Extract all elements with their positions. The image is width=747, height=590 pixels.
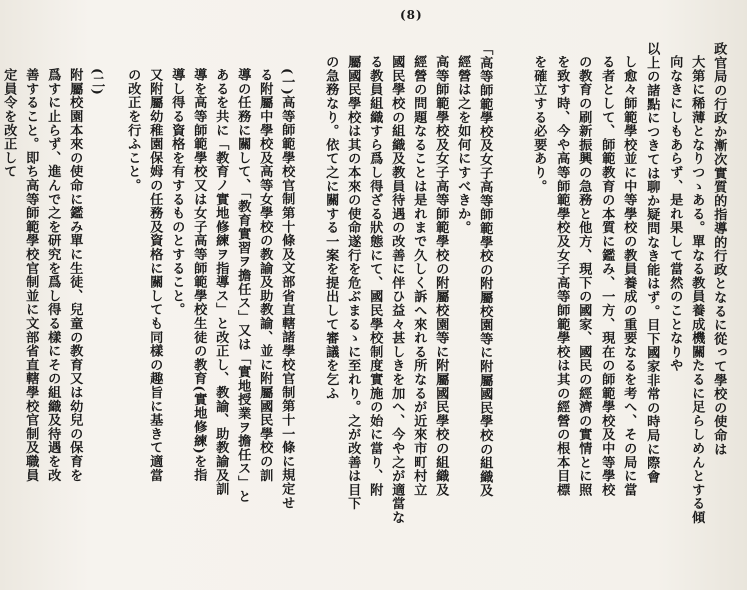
section-heading: 「高等師範學校及女子高等師範學校の附屬校園等に附屬國民學校の組織及 <box>477 42 493 498</box>
text-column: 善すること。即ち高等師範學校官制並に文部省直轄學校官制及職員 <box>23 68 39 482</box>
text-column: 導し得る資格を有するものとすること。 <box>169 68 185 317</box>
text-column: 政官局の行政か漸次實質的指導的行政となるに從って學校の使命は <box>711 42 727 456</box>
text-column: 高等師範學校及女子高等師範學校の附屬校園等に附屬國民學校の組織及 <box>433 55 449 497</box>
text-column: 屬國民學校は其の本來の使命遂行を危ぶまるゝに至れり。之が改善は目下 <box>345 55 361 511</box>
text-column: 經營の問題なることは是れまで久しく訴へ來れる所なるが近來市町村立 <box>411 55 427 497</box>
text-column: 導の任務に關して、「教育實習ヲ擔任ス」又は「實地授業ヲ擔任ス」と <box>235 68 251 503</box>
text-column: を致す時、今や高等師範學校及女子高等師範學校は其の經營の根本目標 <box>554 55 570 497</box>
list-marker: (二) <box>89 68 105 96</box>
text-column: 定員令を改正して <box>1 68 17 179</box>
text-column: 又附屬幼稚園保姆の任務及資格に關しても同樣の趣旨に基きて適當 <box>147 68 163 482</box>
text-column: 爲すに止らず、進んで之を研究を爲し得る樣にその組織及待遇を改 <box>45 68 61 482</box>
page-number: (8) <box>400 8 423 22</box>
text-column: る教員組織すら爲し得ざる狀態にて、國民學校制度實施の始に當り、附 <box>367 55 383 497</box>
text-column: 國民學校の組織及教員待遇の改善に伴ひ益々甚しきを加へ、今や之が適當な <box>389 55 405 525</box>
text-column: 以上の諸點につきては聊か疑問なき能はず。目下國家非常の時局に際會 <box>644 42 660 484</box>
text-column: 大第に稀薄となりつゝある。單なる教員養成機關たるに足らしめんとする傾 <box>689 55 705 525</box>
text-column: る附屬中學校及高等女學校の教諭及助教諭、並に附屬國民學校の訓 <box>257 68 273 482</box>
text-column: 附屬校園本來の使命に鑑み單に生徒、兒童の教育又は幼兒の保育を <box>67 68 83 482</box>
text-column: を確立する必要あり。 <box>531 55 547 193</box>
text-column: の急務なり。依て之に關する一案を提出して審議を乞ふ <box>323 55 339 400</box>
text-column: し愈々師範學校並に中等學校の教員養成の重要なるを考へ、その局に當 <box>621 55 637 497</box>
text-column: あるを共に「教育ノ實地修練ヲ指導ス」と改正し、教諭、助教諭及訓 <box>213 68 229 496</box>
text-column: る者として、師範教育の本質に鑑み、一方、現在の師範學校及中等學校 <box>599 55 615 497</box>
text-column: 導を高等師範學校又は女子高等師範學校生徒の教育(實地修練)を指 <box>191 68 207 482</box>
text-column: の教育の刷新振興の急務と他方、現下の國家、國民の經濟の實情とに照 <box>576 55 592 497</box>
text-column: 向なきにしもあらず、是れ果して當然のことなりや <box>667 55 683 373</box>
text-column: の改正を行ふこと。 <box>125 68 141 193</box>
text-column: (一)高等師範學校官制第十條及文部省直轄諸學校官制第十一條に規定せ <box>279 68 295 510</box>
text-column: 經營は之を如何にすべきか。 <box>455 55 471 235</box>
